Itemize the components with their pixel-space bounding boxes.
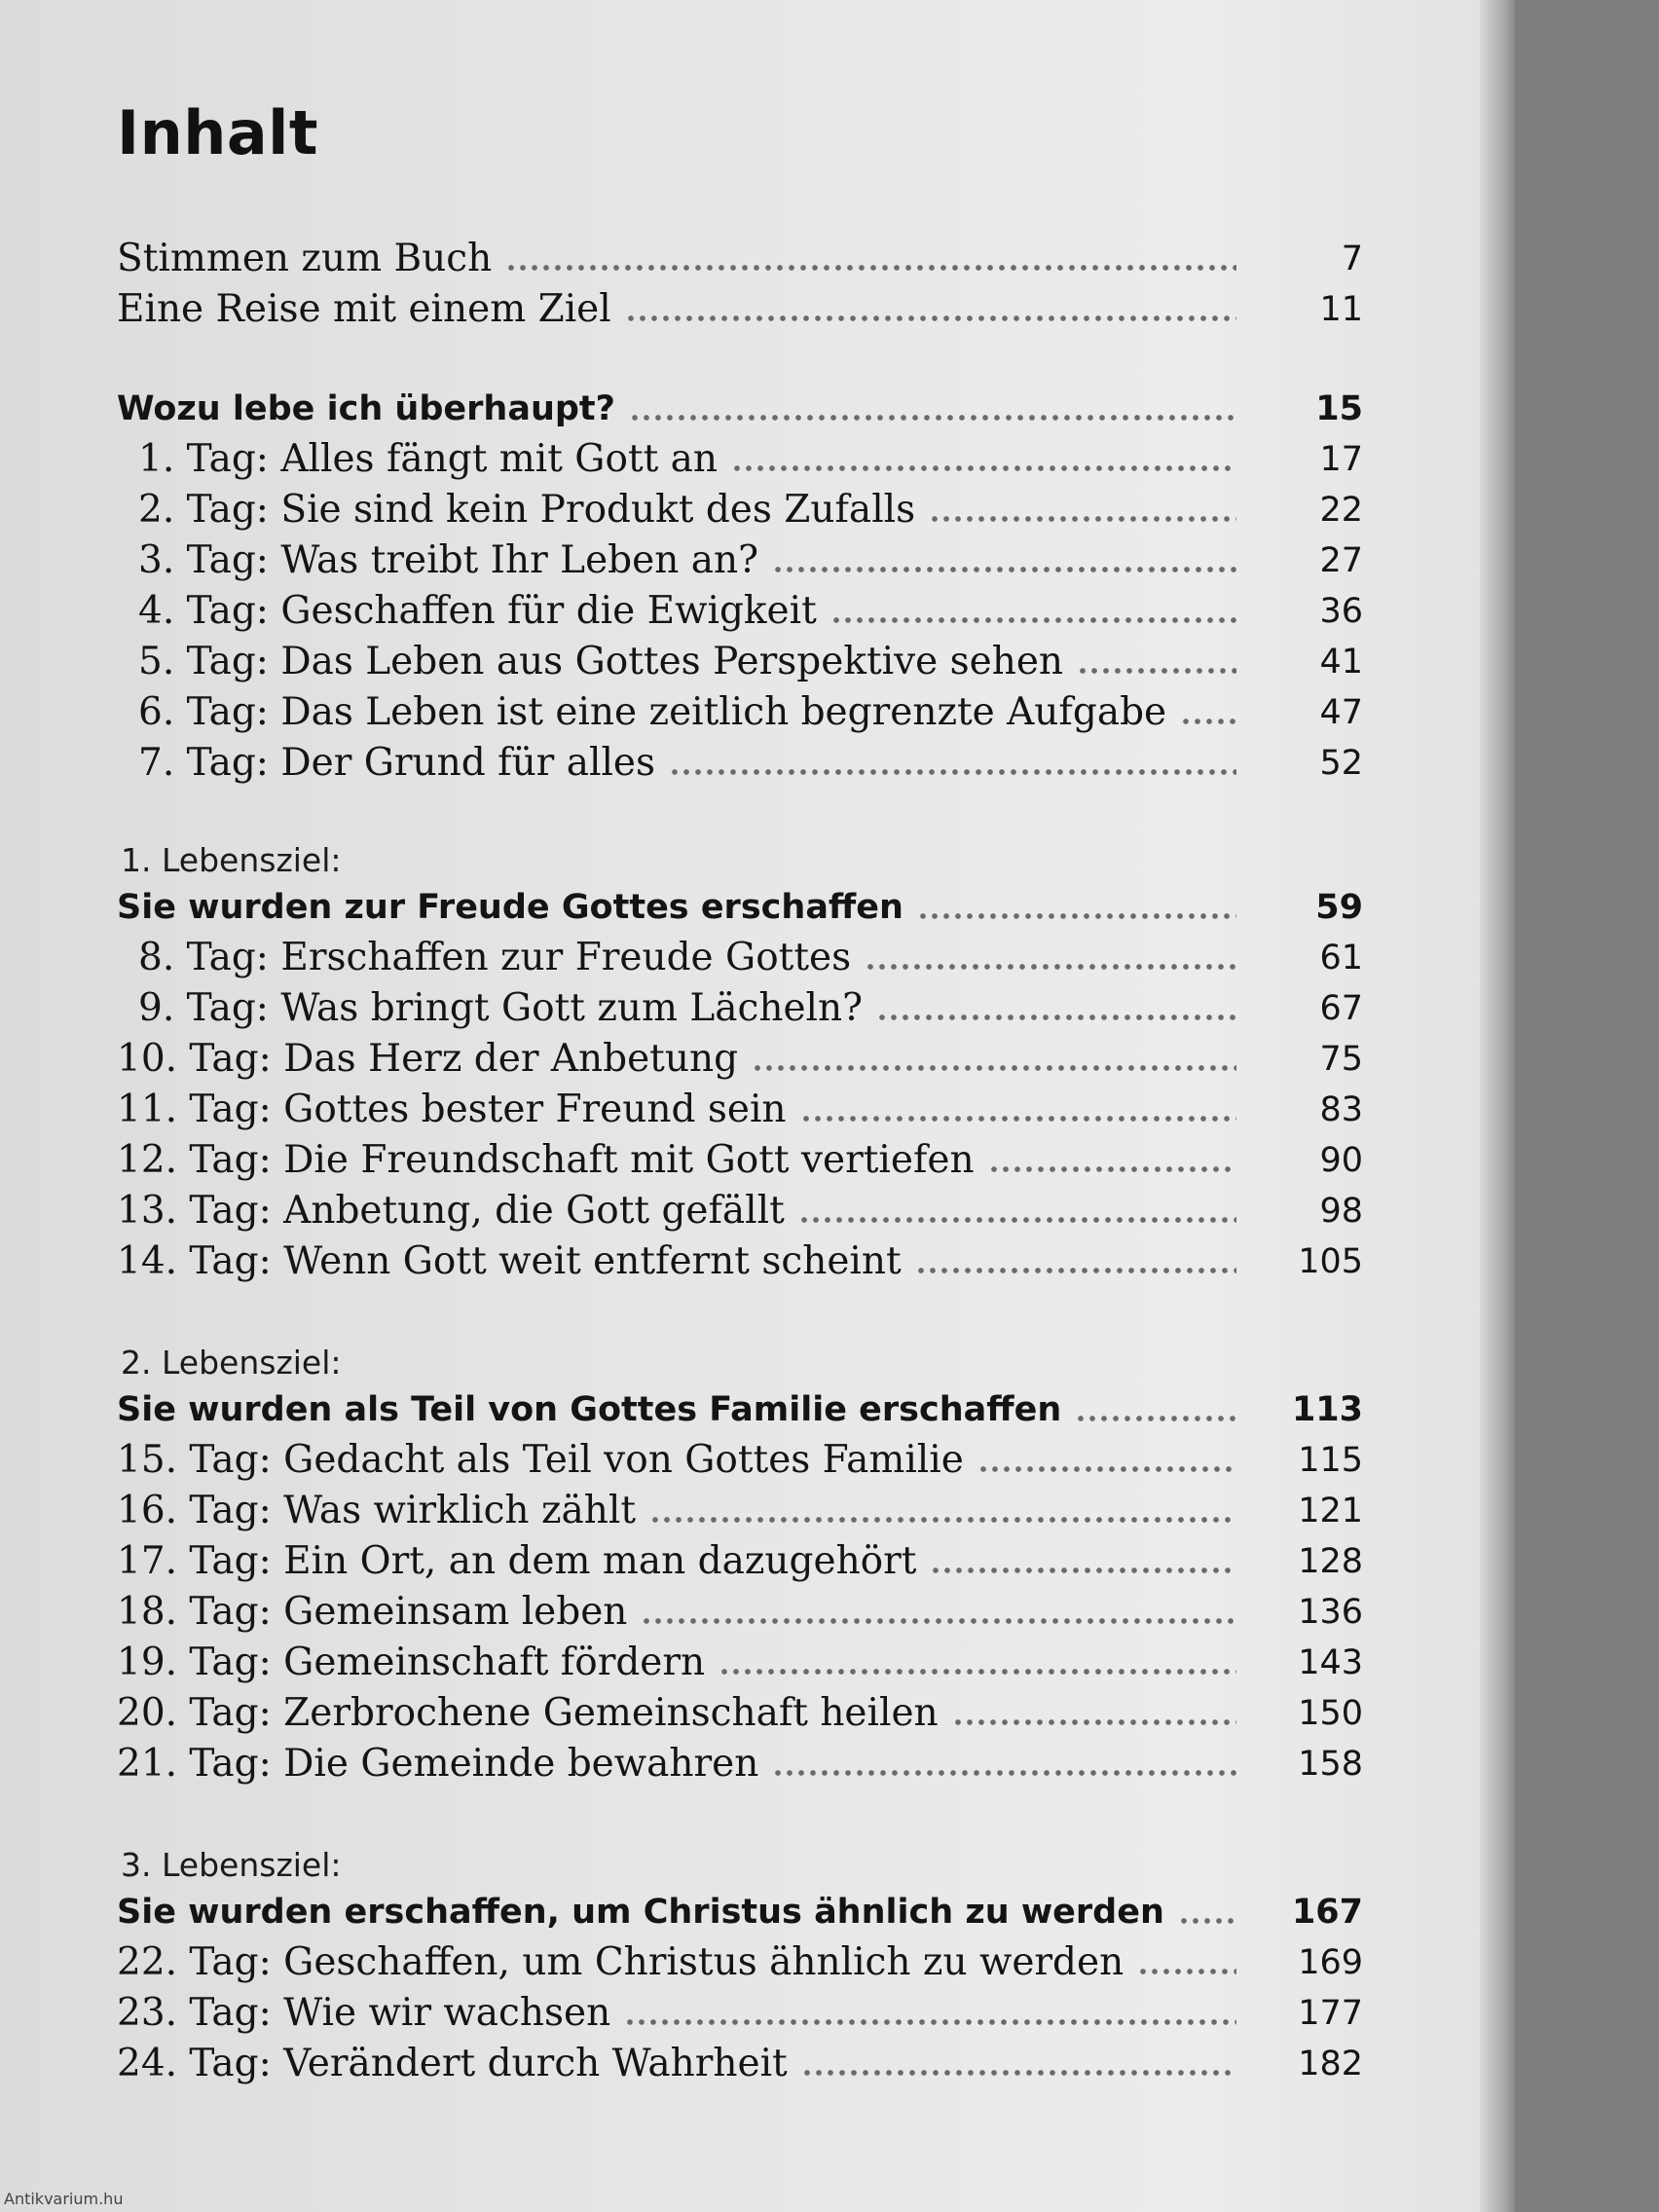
toc-entry-text: Sie wurden zur Freude Gottes erschaffen — [117, 888, 903, 927]
toc-page-number: 59 — [1315, 888, 1363, 927]
toc-entry-text: 21. Tag: Die Gemeinde bewahren — [117, 1742, 759, 1786]
toc-entry — [117, 637, 1363, 687]
toc-page-number: 136 — [1298, 1593, 1363, 1632]
page-title: Inhalt — [117, 97, 319, 168]
dot-leader — [505, 264, 1236, 272]
toc-entry — [117, 1937, 1363, 1988]
toc-entry — [117, 485, 1363, 535]
toc-entry-text: 1. Tag: Alles fängt mit Gott an — [138, 437, 719, 481]
toc-page-number: 105 — [1298, 1242, 1363, 1281]
dot-leader — [876, 1014, 1236, 1021]
dot-leader — [731, 464, 1236, 472]
dot-leader — [641, 1617, 1236, 1625]
watermark: Antikvarium.hu — [4, 2190, 124, 2208]
toc-section-heading — [117, 1887, 1363, 1937]
toc-page-number: 167 — [1291, 1893, 1363, 1932]
section-label: 1. Lebensziel: — [121, 841, 342, 879]
toc-page-number: 41 — [1319, 643, 1363, 682]
dot-leader — [830, 616, 1236, 624]
toc-entry — [117, 1085, 1363, 1135]
dot-leader — [977, 1465, 1236, 1473]
toc-page-number: 169 — [1298, 1943, 1363, 1982]
toc-entry — [117, 586, 1363, 637]
toc-page-number: 143 — [1298, 1643, 1363, 1682]
toc-page-number: 115 — [1298, 1441, 1363, 1480]
toc-page-number: 11 — [1319, 290, 1363, 329]
toc-entry — [117, 1135, 1363, 1186]
toc-entry-text: 16. Tag: Was wirklich zählt — [117, 1489, 637, 1532]
dot-leader — [952, 1718, 1236, 1726]
toc-page-number: 150 — [1298, 1694, 1363, 1733]
toc-entry-text: 8. Tag: Erschaffen zur Freude Gottes — [138, 936, 852, 979]
toc-page-number: 113 — [1291, 1390, 1363, 1429]
book-spine-shadow — [1480, 0, 1515, 2212]
toc-entry-text: 6. Tag: Das Leben ist eine zeitlich begrenzte Aufgabe — [138, 690, 1167, 734]
section-label: 3. Lebensziel: — [121, 1846, 342, 1884]
toc-page-number: 27 — [1319, 541, 1363, 580]
dot-leader — [988, 1165, 1236, 1173]
dot-leader — [1180, 718, 1236, 725]
toc-section-heading — [117, 1384, 1363, 1435]
toc-page-number: 121 — [1298, 1492, 1363, 1530]
toc-entry-text: 5. Tag: Das Leben aus Gottes Perspektive sehen — [138, 640, 1064, 683]
dot-leader — [719, 1668, 1236, 1676]
dot-leader — [669, 768, 1236, 776]
toc-entry — [117, 434, 1363, 485]
dot-leader — [1075, 1415, 1236, 1422]
toc-entry — [117, 1486, 1363, 1536]
toc-entry-text: 10. Tag: Das Herz der Anbetung — [117, 1037, 739, 1081]
toc-page-number: 15 — [1315, 389, 1363, 428]
dot-leader — [772, 566, 1236, 573]
toc-entry-text: Sie wurden als Teil von Gottes Familie erschaffen — [117, 1390, 1062, 1429]
toc-entry-text: Stimmen zum Buch — [117, 237, 493, 280]
dot-leader — [930, 1567, 1236, 1574]
toc-page-number: 158 — [1298, 1745, 1363, 1784]
toc-entry-text: 17. Tag: Ein Ort, an dem man dazugehört — [117, 1539, 917, 1583]
dot-leader — [772, 1769, 1236, 1777]
toc-entry — [117, 1186, 1363, 1236]
dot-leader — [929, 515, 1236, 523]
toc-page-number: 90 — [1319, 1141, 1363, 1180]
toc-entry — [117, 1638, 1363, 1688]
toc-page-number: 182 — [1298, 2045, 1363, 2083]
toc-entry — [117, 2039, 1363, 2089]
toc-entry-text: 15. Tag: Gedacht als Teil von Gottes Familie — [117, 1438, 964, 1482]
dot-leader — [1137, 1968, 1236, 1975]
toc-entry-text: Eine Reise mit einem Ziel — [117, 287, 611, 331]
toc-entry — [117, 1988, 1363, 2039]
toc-entry-text: Sie wurden erschaffen, um Christus ähnlich zu werden — [117, 1893, 1164, 1932]
toc-page-number: 67 — [1319, 989, 1363, 1028]
toc-entry — [117, 1688, 1363, 1739]
toc-page-number: 177 — [1298, 1994, 1363, 2033]
toc-page-number: 75 — [1319, 1040, 1363, 1079]
dot-leader — [625, 314, 1236, 322]
toc-entry — [117, 933, 1363, 983]
toc-section-heading — [117, 882, 1363, 933]
toc-entry-text: 19. Tag: Gemeinschaft fördern — [117, 1641, 706, 1684]
dot-leader — [915, 1267, 1236, 1274]
toc-entry-text: 18. Tag: Gemeinsam leben — [117, 1590, 628, 1634]
toc-entry — [117, 1739, 1363, 1789]
toc-page-number: 98 — [1319, 1192, 1363, 1231]
dot-leader — [798, 1216, 1236, 1224]
dot-leader — [649, 1516, 1236, 1524]
toc-entry-text: 4. Tag: Geschaffen für die Ewigkeit — [138, 589, 817, 633]
toc-entry-text: 13. Tag: Anbetung, die Gott gefällt — [117, 1189, 785, 1233]
toc-entry-text: 12. Tag: Die Freundschaft mit Gott vertiefen — [117, 1138, 975, 1182]
toc-entry-text: 20. Tag: Zerbrochene Gemeinschaft heilen — [117, 1691, 939, 1735]
dot-leader — [624, 2018, 1236, 2026]
toc-entry — [117, 535, 1363, 586]
toc-entry-reise — [117, 284, 1363, 335]
toc-page-number: 47 — [1319, 693, 1363, 732]
toc-entry-text: 7. Tag: Der Grund für alles — [138, 741, 656, 785]
dot-leader — [917, 912, 1236, 920]
toc-page-number: 52 — [1319, 744, 1363, 783]
toc-entry — [117, 1034, 1363, 1085]
toc-page-number: 7 — [1341, 240, 1363, 278]
toc-entry-text: 2. Tag: Sie sind kein Produkt des Zufalls — [138, 488, 916, 532]
toc-entry-text: 11. Tag: Gottes bester Freund sein — [117, 1088, 787, 1131]
toc-entry-text: 3. Tag: Was treibt Ihr Leben an? — [138, 538, 758, 582]
dot-leader — [629, 414, 1236, 422]
toc-page-number: 17 — [1319, 440, 1363, 479]
toc-page-number: 83 — [1319, 1090, 1363, 1129]
toc-entry-stimmen — [117, 234, 1363, 284]
toc-entry-text: Wozu lebe ich überhaupt? — [117, 389, 615, 428]
toc-entry — [117, 1236, 1363, 1287]
dot-leader — [1178, 1917, 1236, 1925]
toc-page-number: 128 — [1298, 1542, 1363, 1581]
toc-page-number: 61 — [1319, 939, 1363, 977]
toc-entry-text: 22. Tag: Geschaffen, um Christus ähnlich zu werden — [117, 1940, 1124, 1984]
toc-entry-text: 14. Tag: Wenn Gott weit entfernt scheint — [117, 1239, 902, 1283]
dot-leader — [801, 2069, 1236, 2077]
dot-leader — [752, 1064, 1236, 1072]
dot-leader — [1077, 667, 1236, 675]
toc-section-heading — [117, 384, 1363, 434]
dot-leader — [800, 1115, 1236, 1123]
toc-entry — [117, 1435, 1363, 1486]
toc-entry — [117, 738, 1363, 789]
toc-entry — [117, 687, 1363, 738]
toc-page-number: 22 — [1319, 491, 1363, 530]
dot-leader — [865, 963, 1236, 971]
toc-entry-text: 9. Tag: Was bringt Gott zum Lächeln? — [138, 986, 864, 1030]
toc-page-number: 36 — [1319, 592, 1363, 631]
toc-entry — [117, 983, 1363, 1034]
toc-entry — [117, 1587, 1363, 1638]
toc-entry-text: 23. Tag: Wie wir wachsen — [117, 1991, 611, 2035]
toc-entry-text: 24. Tag: Verändert durch Wahrheit — [117, 2042, 788, 2085]
toc-entry — [117, 1536, 1363, 1587]
section-label: 2. Lebensziel: — [121, 1344, 342, 1382]
